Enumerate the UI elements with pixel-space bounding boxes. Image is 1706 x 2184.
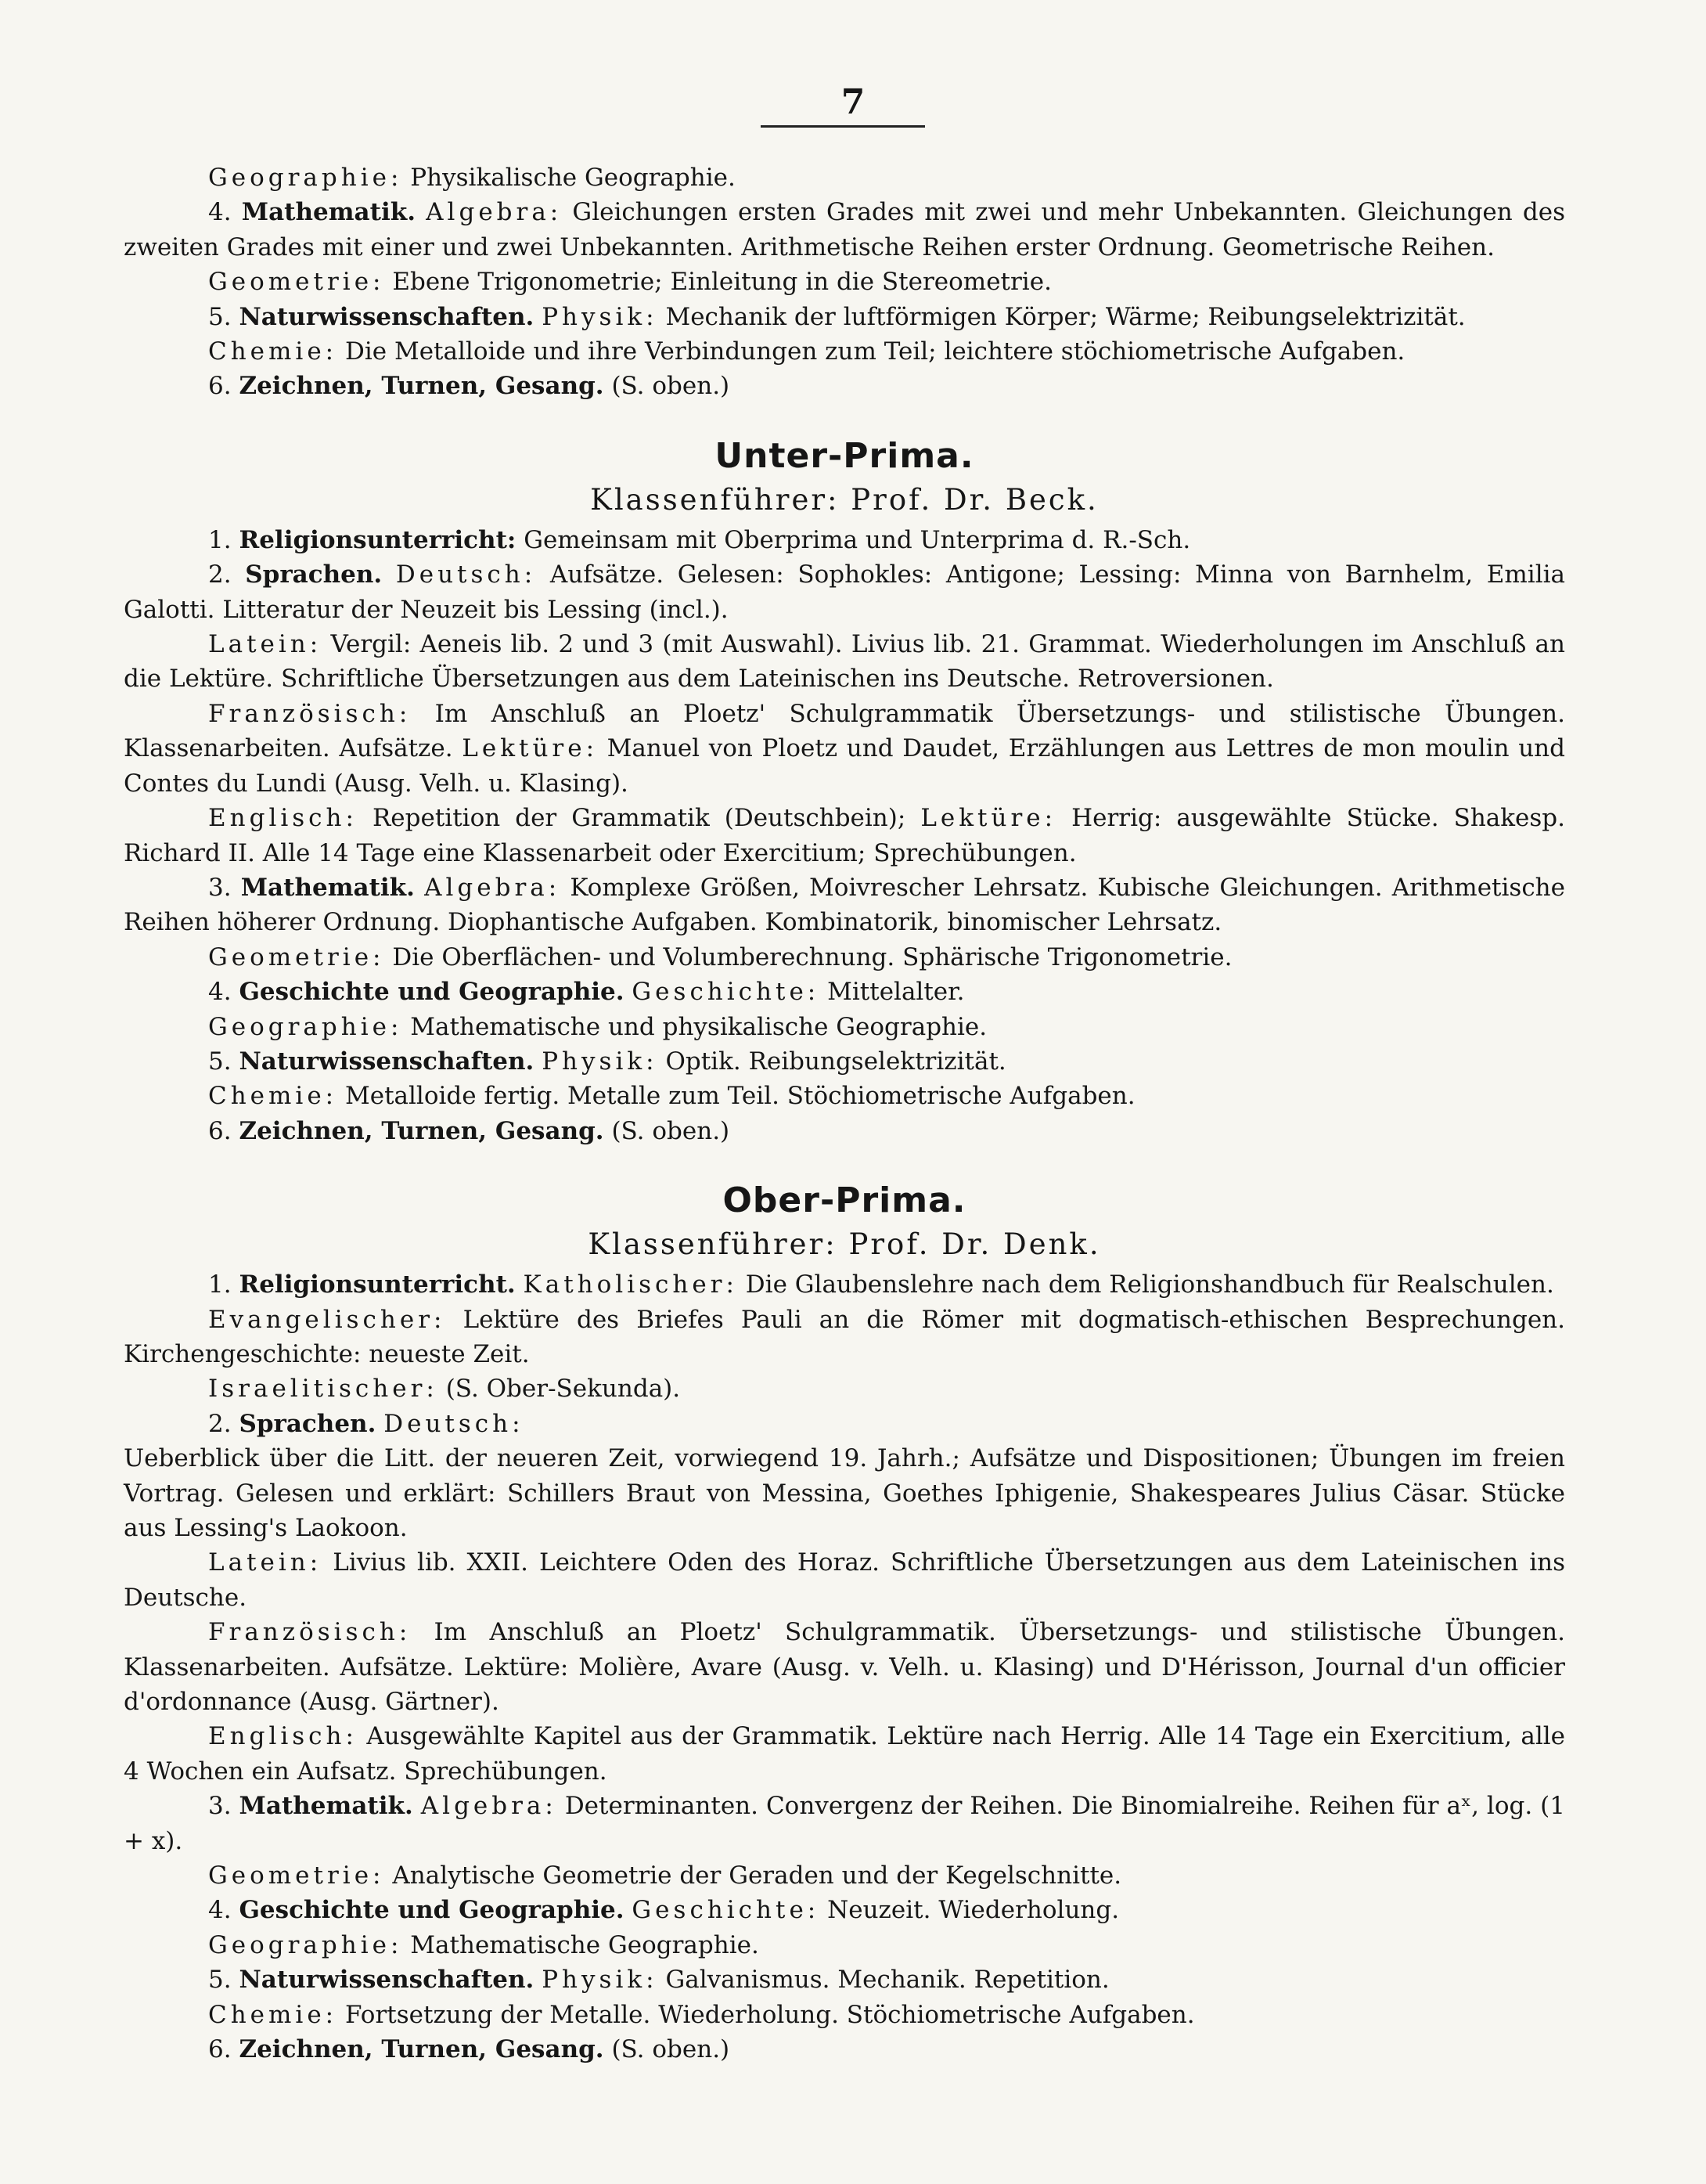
class-leader-unter-prima: Klassenführer: Prof. Dr. Beck.	[590, 482, 1099, 517]
page-body	[124, 160, 1565, 2067]
op-franzoesisch: Französisch: Im Anschluß an Ploetz' Schulgrammatik. Übersetzungs- und stilistische Übungen. Klassenarbeiten. Aufsätze. Lektüre: Molière, Avare (Ausg. v. Velh. u. Klasing) und D'Hérisson, Journal d'un officier d'ordonnance (Ausg. Gärtner).	[124, 1618, 1565, 1717]
up-englisch: Englisch: Repetition der Grammatik (Deutschbein); Lektüre: Herrig: ausgewählte Stücke. Shakesp. Richard II. Alle 14 Tage eine Klassenarbeit oder Exercitium; Sprechübungen.	[124, 804, 1566, 867]
intro-naturwissenschaften: 5. Naturwissenschaften. Physik: Mechanik der luftförmigen Körper; Wärme; Reibungselektrizität.	[208, 302, 1466, 331]
op-sprachen-deutsch: 2. Sprachen. Deutsch:	[208, 1409, 524, 1438]
section-title-ober-prima: Ober-Prima.	[722, 1180, 966, 1221]
up-zeichnen: 6. Zeichnen, Turnen, Gesang. (S. oben.)	[208, 1116, 730, 1145]
up-mathematik: 3. Mathematik. Algebra: Komplexe Größen, Moivrescher Lehrsatz. Kubische Gleichungen. Arithmetische Reihen höherer Ordnung. Diophantische Aufgaben. Kombinatorik, binomischer Lehrsatz.	[124, 873, 1565, 937]
op-geschichte: 4. Geschichte und Geographie. Geschichte: Neuzeit. Wiederholung.	[208, 1896, 1120, 1925]
section-title-unter-prima: Unter-Prima.	[714, 435, 974, 476]
intro-geometrie: Geometrie: Ebene Trigonometrie; Einleitung in die Stereometrie.	[208, 268, 1052, 297]
up-religion: 1. Religionsunterricht: Gemeinsam mit Oberprima und Unterprima d. R.-Sch.	[208, 525, 1191, 554]
up-naturwissenschaften: 5. Naturwissenschaften. Physik: Optik. Reibungselektrizität.	[208, 1047, 1006, 1076]
up-latein: Latein: Vergil: Aeneis lib. 2 und 3 (mit Auswahl). Livius lib. 21. Grammat. Wiederholungen im Anschluß an die Lektüre. Schriftliche Übersetzungen aus dem Lateinischen ins Deutsche. Retroversionen.	[124, 630, 1565, 694]
op-latein: Latein: Livius lib. XXII. Leichtere Oden des Horaz. Schriftliche Übersetzungen aus dem Lateinischen ins Deutsche.	[124, 1548, 1565, 1612]
intro-mathematik: 4. Mathematik. Algebra: Gleichungen ersten Grades mit zwei und mehr Unbekannten. Gleichungen des zweiten Grades mit einer und zwei Unbekannten. Arithmetische Reihen erster Ordnung. Geometrische Reihen.	[124, 198, 1565, 261]
op-naturwissenschaften: 5. Naturwissenschaften. Physik: Galvanismus. Mechanik. Repetition.	[208, 1966, 1110, 1995]
op-mathematik: 3. Mathematik. Algebra: Determinanten. Convergenz der Reihen. Die Binomialreihe. Reihen für aˣ, log. (1 + x).	[124, 1792, 1565, 1855]
intro-geographie: Geographie: Physikalische Geographie.	[208, 164, 736, 192]
intro-chemie: Chemie: Die Metalloide und ihre Verbindungen zum Teil; leichtere stöchiometrische Aufgaben.	[208, 337, 1405, 366]
up-geometrie: Geometrie: Die Oberflächen- und Volumberechnung. Sphärische Trigonometrie.	[208, 942, 1233, 971]
op-zeichnen: 6. Zeichnen, Turnen, Gesang. (S. oben.)	[208, 2035, 730, 2064]
up-chemie: Chemie: Metalloide fertig. Metalle zum Teil. Stöchiometrische Aufgaben.	[208, 1082, 1136, 1111]
up-deutsch: 2. Sprachen. Deutsch: Aufsätze. Gelesen: Sophokles: Antigone; Lessing: Minna von Barnhelm, Emilia Galotti. Litteratur der Neuzeit bis Lessing (incl.).	[124, 560, 1566, 624]
op-deutsch-text: Ueberblick über die Litt. der neueren Zeit, vorwiegend 19. Jahrh.; Aufsätze und Dispositionen; Übungen im freien Vortrag. Gelesen und erklärt: Schillers Braut von Messina, Goethes Iphigenie, Shakespeares Julius Cäsar. Stücke aus Lessing's Laokoon.	[124, 1444, 1565, 1542]
page-number-rule	[761, 125, 925, 128]
up-geschichte: 4. Geschichte und Geographie. Geschichte: Mittelalter.	[208, 978, 965, 1007]
class-leader-ober-prima: Klassenführer: Prof. Dr. Denk.	[588, 1227, 1101, 1262]
op-geographie: Geographie: Mathematische Geographie.	[208, 1930, 759, 1959]
intro-zeichnen: 6. Zeichnen, Turnen, Gesang. (S. oben.)	[208, 372, 730, 401]
op-religion-israelitisch: Israelitischer: (S. Ober-Sekunda).	[208, 1375, 681, 1404]
page-number: 7	[840, 82, 866, 122]
op-chemie: Chemie: Fortsetzung der Metalle. Wiederholung. Stöchiometrische Aufgaben.	[208, 2000, 1195, 2029]
op-religion-katholisch: 1. Religionsunterricht. Katholischer: Die Glaubenslehre nach dem Religionshandbuch für Realschulen.	[208, 1270, 1554, 1299]
op-englisch: Englisch: Ausgewählte Kapitel aus der Grammatik. Lektüre nach Herrig. Alle 14 Tage ein Exercitium, alle 4 Wochen ein Aufsatz. Sprechübungen.	[124, 1722, 1565, 1786]
op-religion-evangelisch: Evangelischer: Lektüre des Briefes Pauli an die Römer mit dogmatisch-ethischen Besprechungen. Kirchengeschichte: neueste Zeit.	[124, 1305, 1565, 1368]
up-franzoesisch: Französisch: Im Anschluß an Ploetz' Schulgrammatik Übersetzungs- und stilistische Übungen. Klassenarbeiten. Aufsätze. Lektüre: Manuel von Ploetz und Daudet, Erzählungen aus Lettres de mon moulin und Contes du Lundi (Ausg. Velh. u. Klasing).	[124, 699, 1565, 798]
up-geographie: Geographie: Mathematische und physikalische Geographie.	[208, 1012, 988, 1041]
op-geometrie: Geometrie: Analytische Geometrie der Geraden und der Kegelschnitte.	[208, 1861, 1122, 1890]
